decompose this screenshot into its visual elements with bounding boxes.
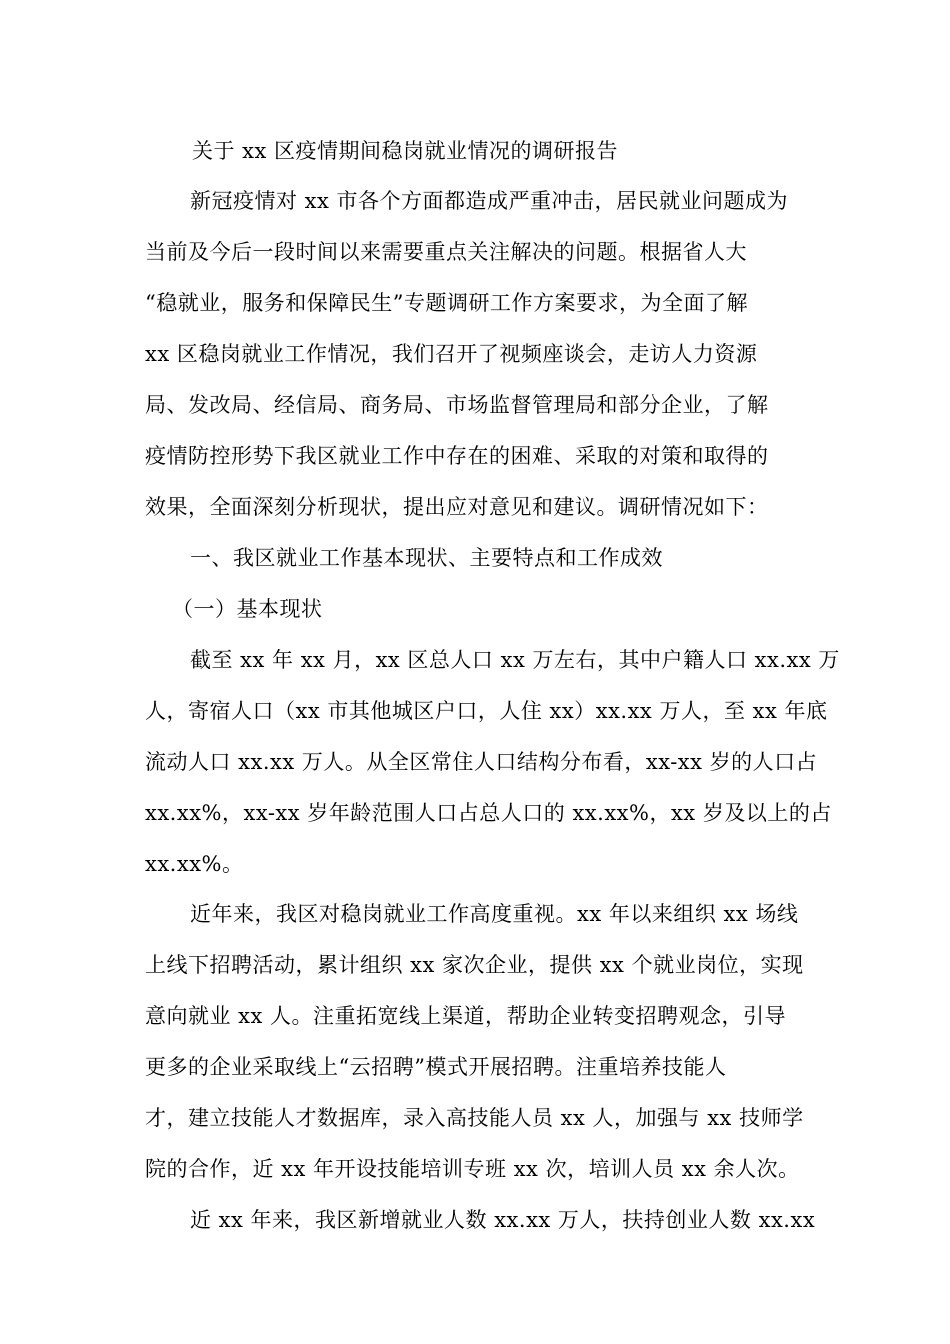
paragraph-line: 人，寄宿人口（xx 市其他城区户口，人住 xx）xx.xx 万人，至 xx 年底 — [145, 699, 828, 723]
paragraph-line: 意向就业 xx 人。注重拓宽线上渠道，帮助企业转变招聘观念，引导 — [145, 1004, 787, 1028]
paragraph-line: xx.xx%，xx-xx 岁年龄范围人口占总人口的 xx.xx%，xx 岁及以上的占 — [145, 801, 832, 825]
paragraph-line: 效果，全面深刻分析现状，提出应对意见和建议。调研情况如下： — [145, 495, 769, 519]
paragraph-line: 才，建立技能人才数据库，录入高技能人员 xx 人，加强与 xx 技师学 — [145, 1106, 804, 1130]
paragraph-line: xx 区稳岗就业工作情况，我们召开了视频座谈会，走访人力资源 — [145, 342, 758, 366]
paragraph-line: 截至 xx 年 xx 月，xx 区总人口 xx 万左右，其中户籍人口 xx.xx 万 — [190, 648, 840, 672]
paragraph-line: 上线下招聘活动，累计组织 xx 家次企业，提供 xx 个就业岗位，实现 — [145, 953, 804, 977]
report-title: 关于 xx 区疫情期间稳岗就业情况的调研报告 — [192, 139, 619, 163]
paragraph-line: 院的合作，近 xx 年开设技能培训专班 xx 次，培训人员 xx 余人次。 — [145, 1157, 800, 1181]
paragraph-line: xx.xx%。 — [145, 852, 244, 876]
paragraph-line: 更多的企业采取线上“云招聘”模式开展招聘。注重培养技能人 — [145, 1055, 727, 1079]
paragraph-line: 当前及今后一段时间以来需要重点关注解决的问题。根据省人大 — [145, 240, 747, 264]
paragraph-line: 局、发改局、经信局、商务局、市场监督管理局和部分企业，了解 — [145, 393, 769, 417]
paragraph-line: 近年来，我区对稳岗就业工作高度重视。xx 年以来组织 xx 场线 — [190, 902, 799, 926]
paragraph-line: “稳就业，服务和保障民生”专题调研工作方案要求，为全面了解 — [145, 291, 748, 315]
section-heading: 一、我区就业工作基本现状、主要特点和工作成效 — [190, 546, 663, 570]
paragraph-line: 流动人口 xx.xx 万人。从全区常住人口结构分布看，xx-xx 岁的人口占 — [145, 750, 818, 774]
paragraph-line: 近 xx 年来，我区新增就业人数 xx.xx 万人，扶持创业人数 xx.xx — [190, 1208, 816, 1232]
subsection-heading: （一）基本现状 — [172, 597, 323, 621]
paragraph-line: 疫情防控形势下我区就业工作中存在的困难、采取的对策和取得的 — [145, 444, 769, 468]
paragraph-line: 新冠疫情对 xx 市各个方面都造成严重冲击，居民就业问题成为 — [190, 189, 789, 213]
